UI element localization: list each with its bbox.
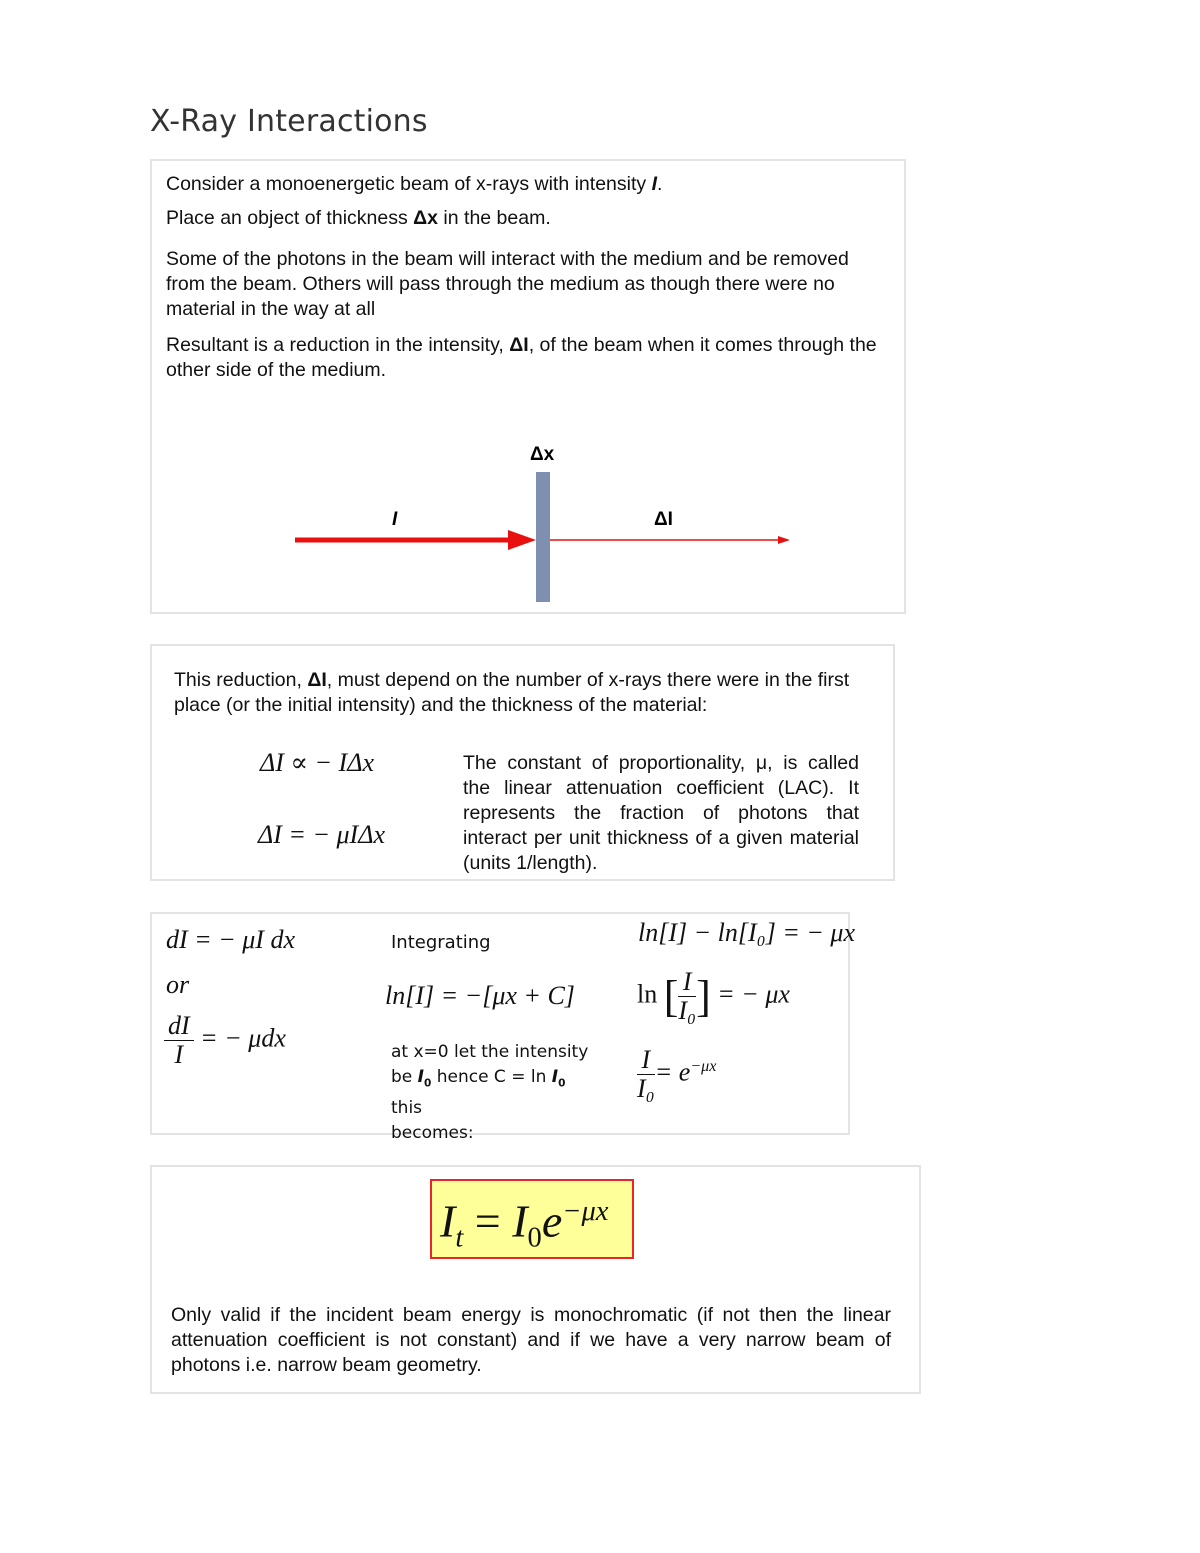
or-label: or — [166, 970, 190, 999]
log-difference-equation: ln[I] − ln[I₀] = − μx — [638, 918, 856, 947]
thickness-symbol: Δx — [413, 207, 439, 229]
interaction-paragraph: Some of the photons in the beam will interact with the medium and be removed from the beam. Others will pass through the medium as though there were no material in the way at all — [166, 248, 849, 320]
integrated-equation: ln[I] = −[μx + C] — [385, 981, 575, 1010]
validity-note: Only valid if the incident beam energy is monochromatic (if not then the linear attenuation coefficient is not constant) and if we have a very narrow beam of photons i.e. narrow beam geometry. — [171, 1304, 891, 1376]
absorber-slab — [536, 472, 550, 602]
proportionality-equation: ΔI ∝ − IΔx — [260, 748, 375, 777]
intro-line-thickness: Place an object of thickness Δx in the beam. — [166, 207, 551, 229]
beer-lambert-formula: $I_t = I_0e^{-\mu x}$ — [440, 1195, 609, 1254]
thickness-label: Δx — [530, 444, 555, 465]
transmitted-beam-arrowhead — [778, 536, 790, 544]
proportionality-intro: This reduction, ΔI, must depend on the number of x-rays there were in the first place (or the initial intensity) and the thickness of the material: — [174, 669, 850, 716]
page-title: X-Ray Interactions — [150, 104, 428, 139]
differential-equation: dI = − μI dx — [166, 925, 295, 954]
lac-description: The constant of proportionality, μ, is called the linear attenuation coefficient (LAC). It represents the fraction of photons that interact per unit thickness of a given material (units 1/length). — [463, 752, 859, 874]
differential-fraction-equation: $\frac{dI}{I}$ = − μdx — [164, 1012, 286, 1069]
incident-beam-arrowhead — [508, 530, 536, 550]
reduction-paragraph: Resultant is a reduction in the intensity, ΔI, of the beam when it comes through the other side of the medium. — [166, 334, 877, 381]
incident-intensity-label: I — [392, 509, 398, 530]
attenuation-equation: ΔI = − μIΔx — [258, 820, 386, 849]
beam-attenuation-diagram — [280, 440, 810, 610]
intensity-symbol: I — [651, 173, 657, 195]
intro-line-intensity: Consider a monoenergetic beam of x-rays with intensity I. — [166, 173, 663, 195]
boundary-condition-note: at x=0 let the intensity be $I_0$ hence $C = \ln I_0$ this becomes: — [391, 1042, 589, 1144]
reduction-label: ΔI — [654, 509, 673, 530]
exponential-ratio-equation: $\frac{I}{\text{I₀}}$ = $e^{-\mu x}$ — [637, 1045, 717, 1103]
log-ratio-equation: ln [ $\frac{I}{\text{I₀}}$ ] = − μx — [637, 967, 790, 1025]
integrating-label: Integrating — [391, 932, 491, 953]
